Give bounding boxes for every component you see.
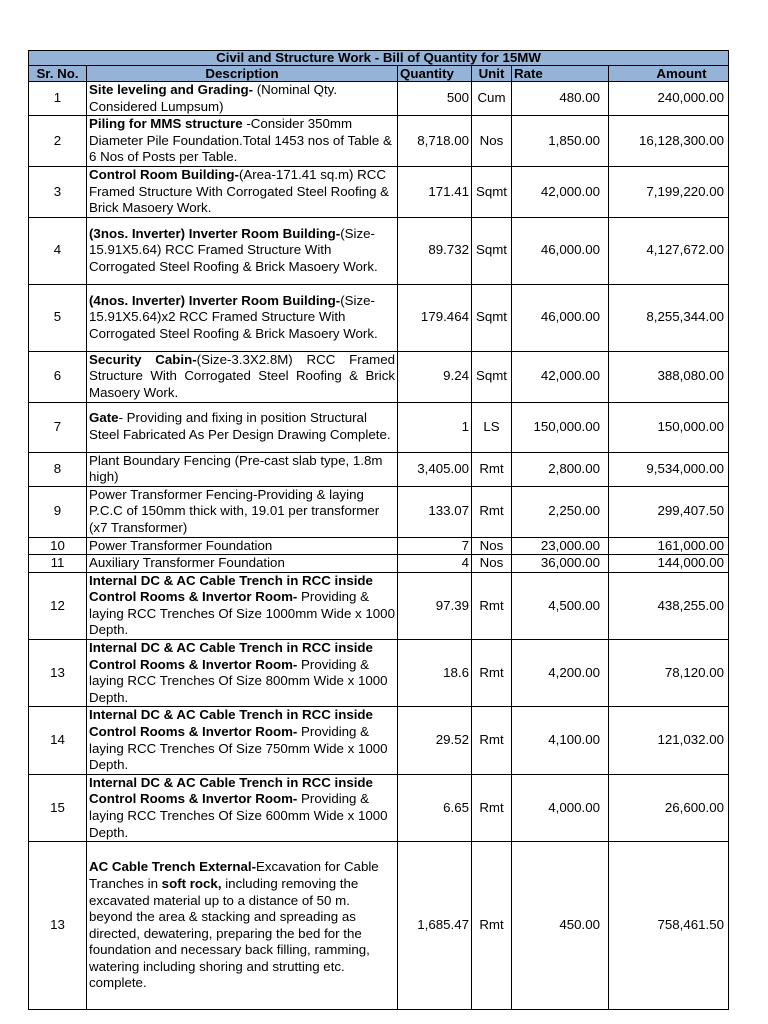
description-text: (Size-15.91X5.64)x2 RCC Framed Structure With Corrogated Steel Roofing & Brick Masoery Work. [89,292,378,342]
description-bold-text: soft rock, [161,875,222,891]
description-text: Providing & laying RCC Trenches Of Size 1000mm Wide x 1000 Depth. [89,589,395,638]
row-rate: 4,000.00 [512,774,609,841]
description-text: Power Transformer Fencing-Providing & laying P.C.C of 150mm thick with, 19.01 per transformer (x7 Transformer) [89,486,380,535]
row-description [87,166,398,217]
row-quantity: 4 [398,555,472,573]
boq-table [28,50,729,1010]
row-rate: 42,000.00 [512,166,609,217]
row-rate: 36,000.00 [512,555,609,573]
description-bold-text: Internal DC & AC Cable Trench in RCC inside Control Rooms & Invertor Room- [89,707,373,740]
row-amount: 8,255,344.00 [609,284,729,351]
row-amount: 144,000.00 [609,555,729,573]
row-rate: 2,250.00 [512,486,609,537]
table-row [29,82,729,116]
row-unit: Sqmt [472,166,512,217]
row-description [87,116,398,167]
row-rate: 4,200.00 [512,640,609,707]
row-description [87,452,398,486]
description-text: (Size-3.3X2.8M) RCC Framed Structure With Corrogated Steel Roofing & Brick Masoery Work. [89,351,395,400]
description-bold-text: Gate [89,410,119,426]
description-text: (Nominal Qty. Considered Lumpsum) [89,82,338,114]
header-quantity: Quantity [398,66,472,82]
row-sr-no: 12 [29,572,87,639]
row-sr-no: 2 [29,116,87,167]
description-bold-text: Piling for MMS structure [89,116,243,132]
row-sr-no: 13 [29,842,87,1010]
row-description [87,537,398,555]
table-row [29,572,729,639]
row-description [87,774,398,841]
row-description [87,486,398,537]
header-amount: Amount [609,66,729,82]
description-text: (Area-171.41 sq.m) RCC Framed Structure With Corrogated Steel Roofing & Brick Masoery Work. [89,166,390,216]
row-quantity: 3,405.00 [398,452,472,486]
description-bold-text: Site leveling and Grading- [89,82,254,97]
row-amount: 150,000.00 [609,402,729,452]
row-sr-no: 10 [29,537,87,555]
row-amount: 388,080.00 [609,351,729,402]
row-rate: 150,000.00 [512,402,609,452]
row-sr-no: 3 [29,166,87,217]
row-quantity: 133.07 [398,486,472,537]
row-sr-no: 4 [29,217,87,284]
table-row [29,284,729,351]
description-bold-text: Internal DC & AC Cable Trench in RCC inside Control Rooms & Invertor Room- [89,640,373,672]
row-quantity: 1,685.47 [398,842,472,1010]
boq-sheet [28,50,728,1010]
table-row [29,707,729,774]
row-amount: 758,461.50 [609,842,729,1010]
row-rate: 46,000.00 [512,217,609,284]
row-sr-no: 14 [29,707,87,774]
table-row [29,116,729,167]
row-description [87,351,398,402]
row-amount: 121,032.00 [609,707,729,774]
header-unit: Unit [472,66,512,82]
row-amount: 4,127,672.00 [609,217,729,284]
title-row [29,51,729,66]
row-amount: 16,128,300.00 [609,116,729,167]
description-text: -Consider 350mm Diameter Pile Foundation.Total 1453 nos of Table & 6 Nos of Posts per Table. [89,116,392,165]
row-unit: Nos [472,116,512,167]
table-row [29,166,729,217]
row-unit: LS [472,402,512,452]
row-amount: 161,000.00 [609,537,729,555]
row-unit: Nos [472,537,512,555]
row-unit: Rmt [472,572,512,639]
row-unit: Cum [472,82,512,116]
table-row [29,537,729,555]
row-rate: 23,000.00 [512,537,609,555]
table-row [29,351,729,402]
row-sr-no: 11 [29,555,87,573]
table-row [29,774,729,841]
row-quantity: 7 [398,537,472,555]
table-row [29,640,729,707]
row-description [87,555,398,573]
row-unit: Rmt [472,707,512,774]
row-quantity: 8,718.00 [398,116,472,167]
table-row [29,555,729,573]
row-amount: 7,199,220.00 [609,166,729,217]
row-description [87,217,398,284]
description-bold-text: Internal DC & AC Cable Trench in RCC inside Control Rooms & Invertor Room- [89,572,373,605]
row-amount: 299,407.50 [609,486,729,537]
row-sr-no: 13 [29,640,87,707]
row-sr-no: 5 [29,284,87,351]
header-description: Description [87,66,398,82]
row-unit: Nos [472,555,512,573]
row-amount: 9,534,000.00 [609,452,729,486]
row-rate: 450.00 [512,842,609,1010]
description-bold-text: (3nos. Inverter) Inverter Room Building- [89,225,341,241]
row-unit: Rmt [472,774,512,841]
row-quantity: 18.6 [398,640,472,707]
row-sr-no: 8 [29,452,87,486]
row-rate: 46,000.00 [512,284,609,351]
row-sr-no: 9 [29,486,87,537]
row-description [87,707,398,774]
description-bold-text: Internal DC & AC Cable Trench in RCC inside Control Rooms & Invertor Room- [89,774,373,807]
row-description [87,842,398,1010]
header-row [29,66,729,82]
row-description [87,640,398,707]
row-amount: 78,120.00 [609,640,729,707]
description-text: Plant Boundary Fencing (Pre-cast slab type, 1.8m high) [89,452,383,485]
description-text: including removing the excavated material up to a distance of 50 m. beyond the area & stacking and spreading as directed, dewatering, preparing the bed for the foundation and necessary back filling, ramming, watering including shoring and strutting etc. complete. [89,875,370,991]
row-unit: Sqmt [472,351,512,402]
row-sr-no: 15 [29,774,87,841]
row-quantity: 89.732 [398,217,472,284]
row-quantity: 9.24 [398,351,472,402]
description-bold-text: Control Room Building- [89,166,239,182]
row-amount: 240,000.00 [609,82,729,116]
row-unit: Rmt [472,452,512,486]
row-quantity: 500 [398,82,472,116]
row-rate: 4,500.00 [512,572,609,639]
row-rate: 1,850.00 [512,116,609,167]
header-rate: Rate [512,66,609,82]
description-text: (Size-15.91X5.64) RCC Framed Structure With Corrogated Steel Roofing & Brick Masoery Work. [89,225,378,275]
row-unit: Sqmt [472,284,512,351]
row-unit: Sqmt [472,217,512,284]
row-quantity: 29.52 [398,707,472,774]
row-quantity: 97.39 [398,572,472,639]
table-row [29,486,729,537]
row-description [87,284,398,351]
description-text: Providing & laying RCC Trenches Of Size 800mm Wide x 1000 Depth. [89,656,388,705]
row-description [87,402,398,452]
description-text: Power Transformer Foundation [89,537,273,553]
row-description [87,82,398,116]
row-rate: 480.00 [512,82,609,116]
table-row [29,402,729,452]
row-quantity: 179.464 [398,284,472,351]
description-text: - Providing and fixing in position Structural Steel Fabricated As Per Design Drawing Complete. [89,410,391,443]
description-text: Providing & laying RCC Trenches Of Size 750mm Wide x 1000 Depth. [89,724,388,773]
row-description [87,572,398,639]
description-text: Providing & laying RCC Trenches Of Size 600mm Wide x 1000 Depth. [89,791,388,840]
row-sr-no: 1 [29,82,87,116]
sheet-title: Civil and Structure Work - Bill of Quantity for 15MW [29,51,729,66]
row-sr-no: 6 [29,351,87,402]
row-quantity: 6.65 [398,774,472,841]
row-quantity: 171.41 [398,166,472,217]
table-row [29,842,729,1010]
row-sr-no: 7 [29,402,87,452]
row-unit: Rmt [472,486,512,537]
description-bold-text: (4nos. Inverter) Inverter Room Building- [89,292,341,308]
row-rate: 4,100.00 [512,707,609,774]
description-bold-text: AC Cable Trench External- [89,859,256,875]
row-amount: 438,255.00 [609,572,729,639]
description-bold-text: Security Cabin- [89,351,197,367]
row-rate: 2,800.00 [512,452,609,486]
description-text: Auxiliary Transformer Foundation [89,555,285,571]
row-amount: 26,600.00 [609,774,729,841]
row-unit: Rmt [472,842,512,1010]
table-row [29,217,729,284]
table-row [29,452,729,486]
description-text: Excavation for Cable Tranches in [89,859,379,891]
row-rate: 42,000.00 [512,351,609,402]
row-unit: Rmt [472,640,512,707]
row-quantity: 1 [398,402,472,452]
header-sr-no: Sr. No. [29,66,87,82]
